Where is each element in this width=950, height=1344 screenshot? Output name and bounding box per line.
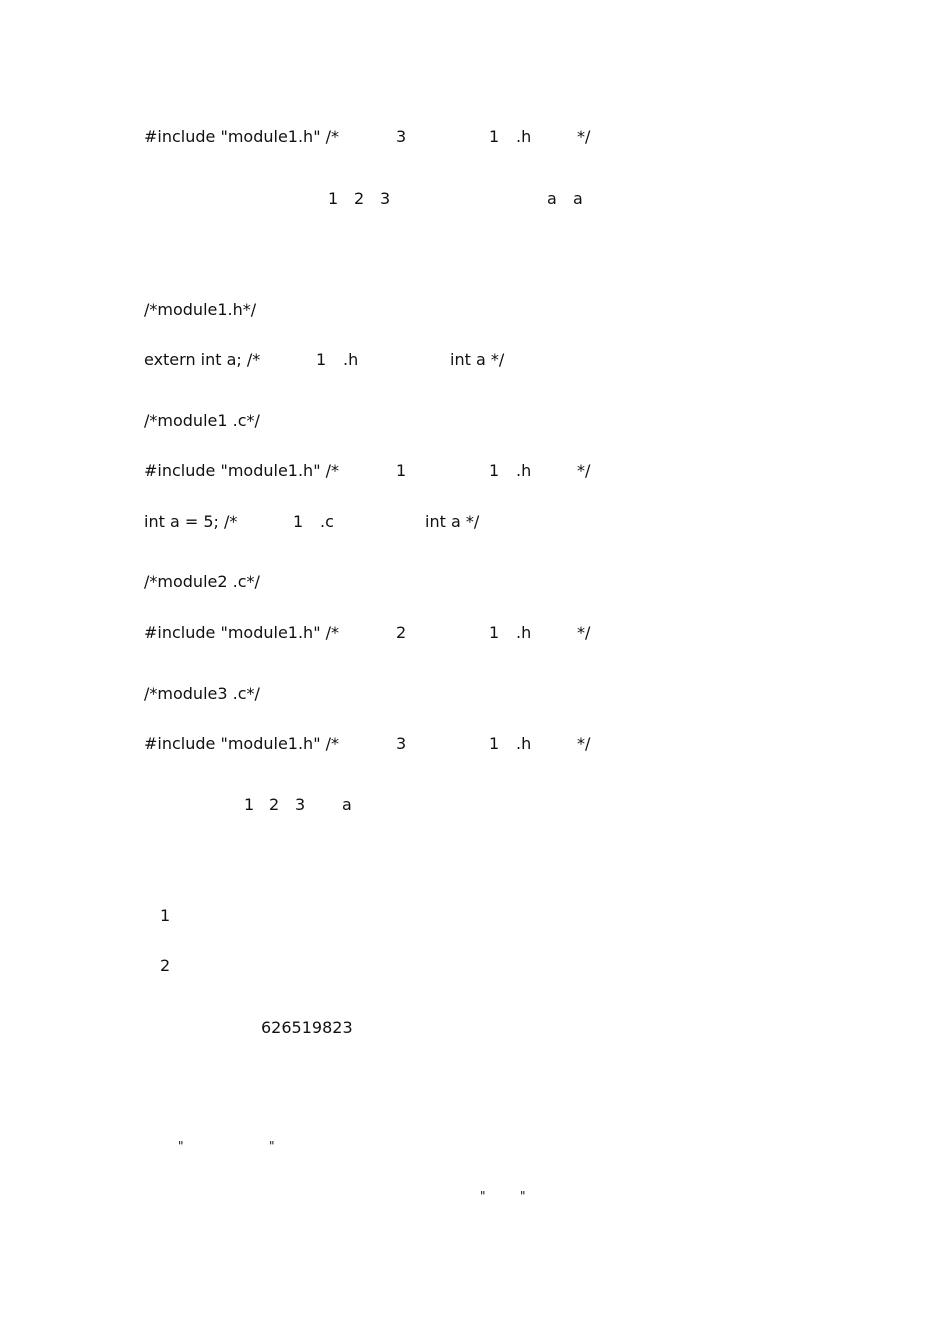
code-line-extern — [0, 348, 950, 372]
line-text: 1 — [244, 795, 255, 814]
text-line — [0, 793, 950, 817]
line-text: /*module1.h*/ — [144, 300, 257, 319]
line-text: 3 — [396, 734, 407, 753]
line-text: 1 — [293, 512, 304, 531]
line-text: */ — [577, 127, 591, 146]
line-text: 3 — [380, 189, 391, 208]
line-text: 1 — [489, 734, 500, 753]
line-text: 1 — [489, 461, 500, 480]
line-text: .h — [516, 734, 532, 753]
line-text: 1 — [396, 461, 407, 480]
line-text: a — [342, 795, 352, 814]
line-text: int a */ — [450, 350, 505, 369]
line-text: 2 — [269, 795, 280, 814]
line-text: #include "module1.h" /* — [144, 734, 340, 753]
line-text: .c — [320, 512, 334, 531]
code-line-comment-module2-c — [0, 570, 950, 594]
quote-mark: " — [269, 1139, 275, 1153]
code-line-comment-module1-h — [0, 298, 950, 322]
line-text: .h — [516, 127, 532, 146]
code-line-include-module3-b — [0, 732, 950, 756]
line-text: .h — [343, 350, 359, 369]
line-text: 1 — [328, 189, 339, 208]
line-text: int a */ — [425, 512, 480, 531]
text-line — [0, 1016, 950, 1040]
list-number: 1 — [160, 906, 171, 925]
line-text: 1 — [489, 623, 500, 642]
code-line-include-module1 — [0, 459, 950, 483]
line-text: #include "module1.h" /* — [144, 127, 340, 146]
line-text: 3 — [396, 127, 407, 146]
line-text: extern int a; /* — [144, 350, 261, 369]
text-line — [0, 1184, 950, 1208]
number-text: 626519823 — [261, 1018, 353, 1037]
code-line-int-a — [0, 510, 950, 534]
line-text: 2 — [354, 189, 365, 208]
code-line-comment-module3-c — [0, 682, 950, 706]
code-line-include-module2 — [0, 621, 950, 645]
text-line — [0, 1134, 950, 1158]
list-item — [0, 954, 950, 978]
line-text: .h — [516, 623, 532, 642]
line-text: #include "module1.h" /* — [144, 623, 340, 642]
quote-mark: " — [520, 1189, 526, 1203]
line-text: 3 — [295, 795, 306, 814]
line-text: */ — [577, 623, 591, 642]
quote-mark: " — [178, 1139, 184, 1153]
quote-mark: " — [480, 1189, 486, 1203]
code-line-comment-module1-c — [0, 409, 950, 433]
line-text: 2 — [396, 623, 407, 642]
line-text: a — [573, 189, 583, 208]
list-item — [0, 904, 950, 928]
line-text: .h — [516, 461, 532, 480]
line-text: */ — [577, 734, 591, 753]
line-text: 1 — [489, 127, 500, 146]
line-text: 1 — [316, 350, 327, 369]
line-text: */ — [577, 461, 591, 480]
list-number: 2 — [160, 956, 171, 975]
text-line — [0, 187, 950, 211]
line-text: /*module3 .c*/ — [144, 684, 260, 703]
line-text: a — [547, 189, 557, 208]
line-text: int a = 5; /* — [144, 512, 238, 531]
line-text: #include "module1.h" /* — [144, 461, 340, 480]
line-text: /*module1 .c*/ — [144, 411, 260, 430]
line-text: /*module2 .c*/ — [144, 572, 260, 591]
code-line-include-module3 — [0, 125, 950, 149]
